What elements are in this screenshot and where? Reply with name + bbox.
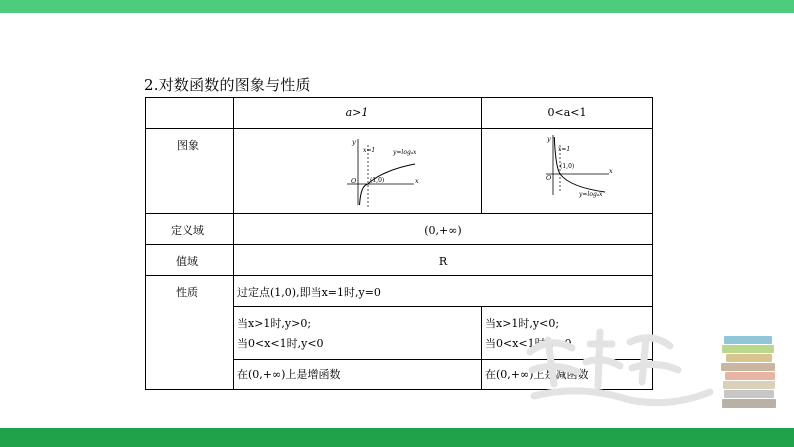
curve-label: y=logₐx [579, 191, 603, 198]
right-monotonic: 在(0,+∞)上是减函数 [485, 368, 589, 381]
origin-label: O [351, 177, 357, 185]
decorative-calligraphy-watermark [520, 322, 720, 414]
row-label-range: 值域 [176, 255, 198, 268]
row-label-domain: 定义域 [171, 224, 204, 237]
header-a-greater-1: a>1 [345, 106, 369, 119]
graph-decreasing-log [543, 133, 615, 211]
y-axis-label: y [352, 138, 356, 146]
table-border [145, 213, 653, 214]
graph-increasing-log [343, 133, 423, 211]
table-border [481, 97, 482, 214]
curve-label: y=logₐx [393, 149, 417, 156]
row-label-image: 图象 [177, 139, 199, 152]
header-a-between-0-1: 0<a<1 [547, 106, 587, 119]
left-monotonic: 在(0,+∞)上是增函数 [237, 368, 341, 381]
table-border [233, 306, 653, 307]
point-label: (1,0) [370, 177, 385, 184]
section-title: 2.对数函数的图象与性质 [144, 76, 311, 94]
table-border [233, 97, 234, 390]
fixed-point-property: 过定点(1,0),即当x=1时,y=0 [237, 286, 381, 299]
row-label-properties: 性质 [176, 286, 198, 299]
origin-label: O [546, 174, 552, 182]
table-border [145, 275, 653, 276]
point-label: (1,0) [560, 163, 575, 170]
x-axis-label: x [415, 177, 419, 185]
domain-value: (0,+∞) [424, 224, 462, 237]
range-value: R [438, 255, 448, 268]
bottom-accent-bar [0, 428, 794, 447]
top-accent-bar [0, 0, 794, 13]
table-border [145, 244, 653, 245]
table-border [145, 128, 653, 129]
left-sign-line-1: 当x>1时,y>0; [237, 317, 312, 330]
left-sign-line-2: 当0<x<1时,y<0 [237, 337, 324, 350]
line-label: x=1 [558, 146, 571, 153]
table-border [145, 97, 653, 98]
books-stack-icon [718, 332, 780, 412]
right-sign-line-2: 当0<x<1时,y>0 [485, 337, 572, 350]
right-sign-line-1: 当x>1时,y<0; [485, 317, 560, 330]
table-border [481, 306, 482, 390]
line-label: x=1 [363, 147, 376, 154]
table-border [145, 97, 146, 390]
log-curve [360, 153, 414, 205]
x-axis-label: x [609, 167, 613, 175]
y-axis-label: y [547, 135, 551, 143]
